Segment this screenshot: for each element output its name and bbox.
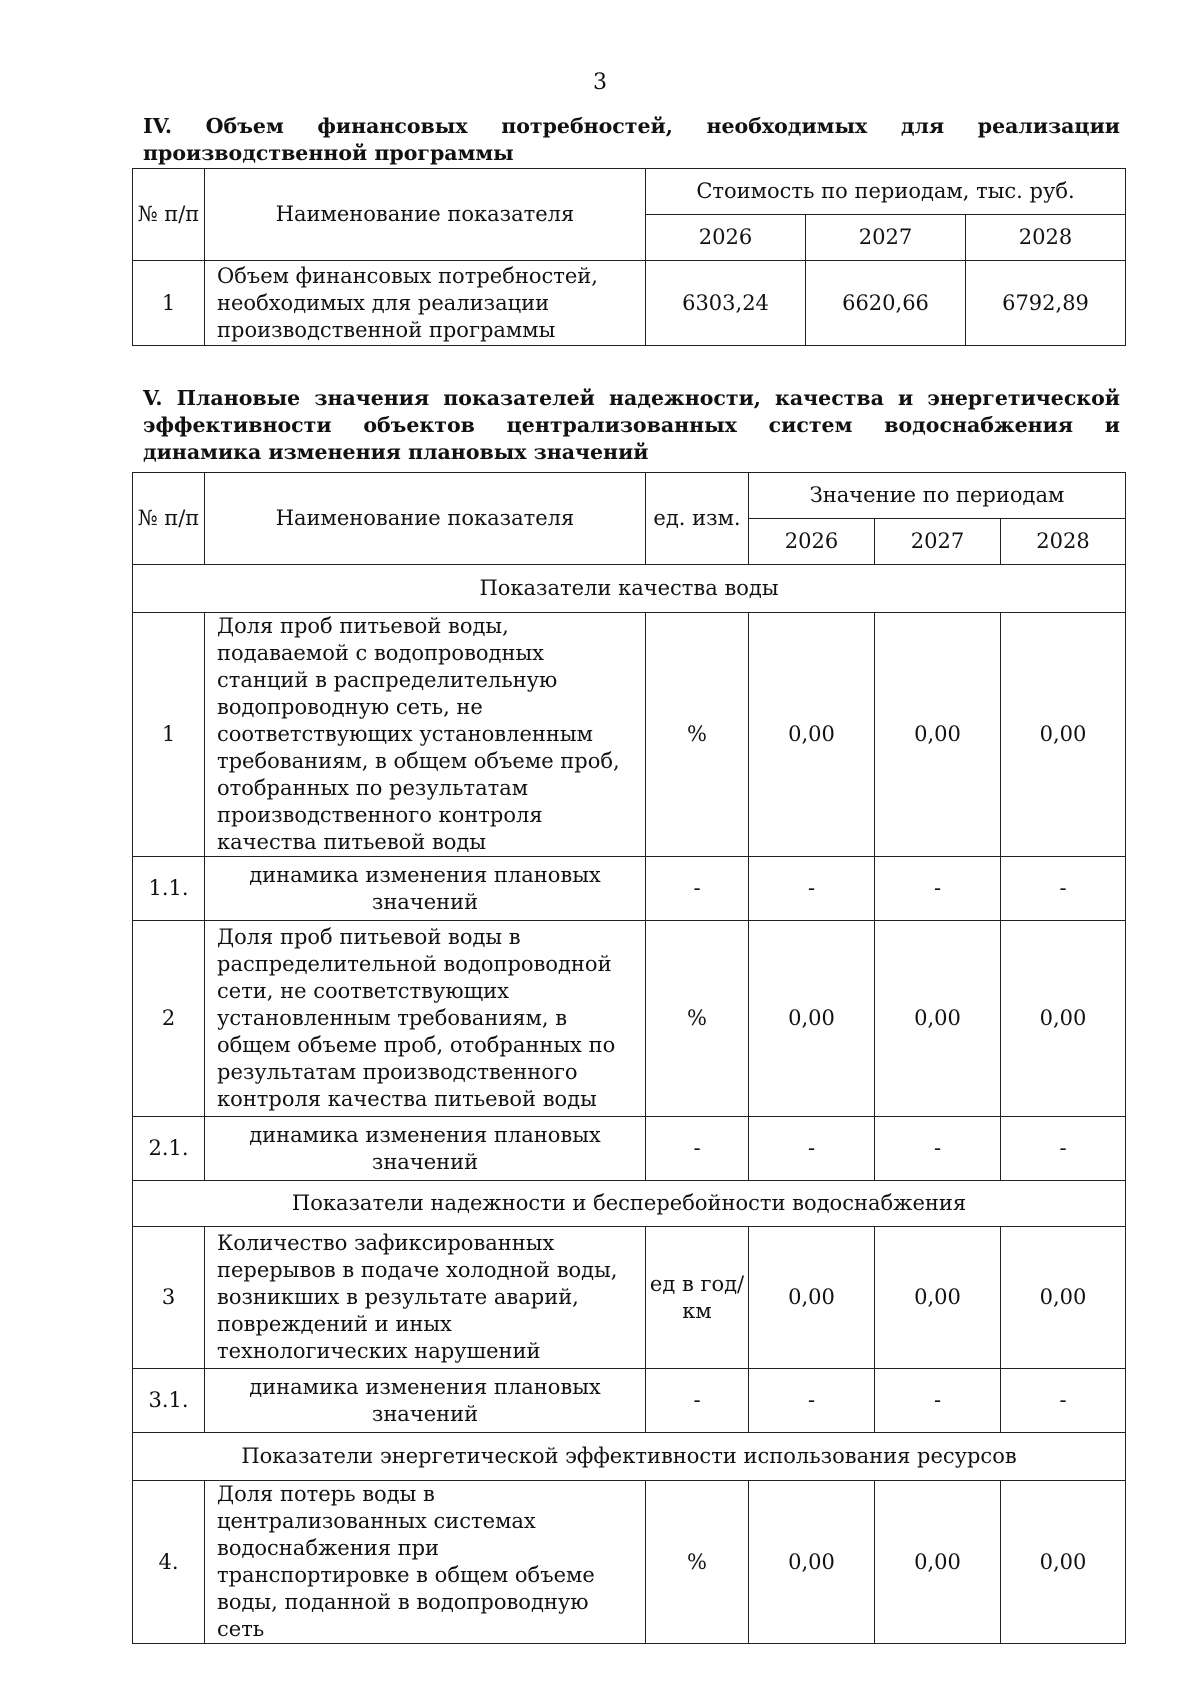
row-value: 0,00 — [1001, 613, 1126, 857]
row-value: - — [749, 1117, 875, 1181]
row-value: - — [1001, 1117, 1126, 1181]
row-indicator-name: Доля потерь воды в централизованных системах водоснабжения при транспортировке в общем объеме воды, поданной в водопроводную сеть — [205, 1481, 646, 1644]
row-indicator-name: Объем финансовых потребностей, необходимых для реализации производственной программы — [205, 261, 646, 346]
row-value: 6620,66 — [806, 261, 966, 346]
row-value: 0,00 — [749, 1481, 875, 1644]
row-indicator-name: Количество зафиксированных перерывов в подаче холодной воды, возникших в результате аварий, повреждений и иных технологических нарушений — [205, 1227, 646, 1369]
page-number: 3 — [593, 70, 607, 95]
row-value: 0,00 — [875, 613, 1001, 857]
row-value: 0,00 — [875, 921, 1001, 1117]
section-header-reliability: Показатели надежности и бесперебойности водоснабжения — [133, 1181, 1126, 1227]
row-num: 2 — [133, 921, 205, 1117]
row-unit: % — [646, 1481, 749, 1644]
header-unit: ед. изм. — [646, 473, 749, 565]
row-num: 4. — [133, 1481, 205, 1644]
header-num: № п/п — [133, 473, 205, 565]
row-value: - — [875, 1117, 1001, 1181]
header-num: № п/п — [133, 169, 205, 261]
row-value: - — [875, 857, 1001, 921]
header-year: 2028 — [1001, 519, 1126, 565]
row-indicator-name: динамика изменения плановых значений — [205, 1117, 646, 1181]
row-value: 0,00 — [749, 921, 875, 1117]
row-value: 0,00 — [1001, 1481, 1126, 1644]
row-value: - — [1001, 857, 1126, 921]
table-row — [133, 613, 1126, 857]
row-num: 1.1. — [133, 857, 205, 921]
row-value: - — [749, 857, 875, 921]
header-indicator-name: Наименование показателя — [205, 169, 646, 261]
row-unit: - — [646, 1369, 749, 1433]
header-year: 2027 — [806, 215, 966, 261]
table-row — [133, 921, 1126, 1117]
financial-needs-table — [132, 168, 1126, 346]
row-num: 1 — [133, 613, 205, 857]
row-value: 0,00 — [875, 1227, 1001, 1369]
header-year: 2027 — [875, 519, 1001, 565]
table-row — [133, 261, 1126, 346]
row-indicator-name: Доля проб питьевой воды в распределительной водопроводной сети, не соответствующих установленным требованиям, в общем объеме проб, отобранных по результатам производственного контроля качества питьевой воды — [205, 921, 646, 1117]
row-value: 6792,89 — [966, 261, 1126, 346]
row-value: 0,00 — [1001, 921, 1126, 1117]
indicators-table — [132, 472, 1126, 1644]
row-value: 0,00 — [1001, 1227, 1126, 1369]
header-year: 2028 — [966, 215, 1126, 261]
row-num: 3 — [133, 1227, 205, 1369]
row-value: - — [749, 1369, 875, 1433]
section-header-energy-efficiency: Показатели энергетической эффективности использования ресурсов — [133, 1433, 1126, 1481]
table-row — [133, 1117, 1126, 1181]
row-value: 0,00 — [749, 613, 875, 857]
section-header-water-quality: Показатели качества воды — [133, 565, 1126, 613]
row-unit: - — [646, 1117, 749, 1181]
section-4-title: IV. Объем финансовых потребностей, необходимых для реализации производственной программы — [143, 114, 1120, 165]
row-value: 6303,24 — [646, 261, 806, 346]
row-unit: - — [646, 857, 749, 921]
row-num: 3.1. — [133, 1369, 205, 1433]
header-indicator-name: Наименование показателя — [205, 473, 646, 565]
header-cost-by-period: Стоимость по периодам, тыс. руб. — [646, 169, 1126, 215]
header-value-by-period: Значение по периодам — [749, 473, 1126, 519]
row-value: - — [1001, 1369, 1126, 1433]
header-year: 2026 — [646, 215, 806, 261]
table-row — [133, 857, 1126, 921]
row-indicator-name: Доля проб питьевой воды, подаваемой с водопроводных станций в распределительную водопроводную сеть, не соответствующих установленным требованиям, в общем объеме проб, отобранных по результатам производственного контроля качества питьевой воды — [205, 613, 646, 857]
header-year: 2026 — [749, 519, 875, 565]
section-5-title: V. Плановые значения показателей надежности, качества и энергетической эффективности объектов централизованных систем водоснабжения и динамика изменения плановых значений — [143, 386, 1120, 464]
row-unit: % — [646, 921, 749, 1117]
row-value: - — [875, 1369, 1001, 1433]
row-num: 1 — [133, 261, 205, 346]
row-value: 0,00 — [749, 1227, 875, 1369]
row-indicator-name: динамика изменения плановых значений — [205, 1369, 646, 1433]
table-row — [133, 1481, 1126, 1644]
row-unit: % — [646, 613, 749, 857]
table-row — [133, 1369, 1126, 1433]
table-row — [133, 1227, 1126, 1369]
row-indicator-name: динамика изменения плановых значений — [205, 857, 646, 921]
row-unit: ед в год/ км — [646, 1227, 749, 1369]
row-value: 0,00 — [875, 1481, 1001, 1644]
row-num: 2.1. — [133, 1117, 205, 1181]
